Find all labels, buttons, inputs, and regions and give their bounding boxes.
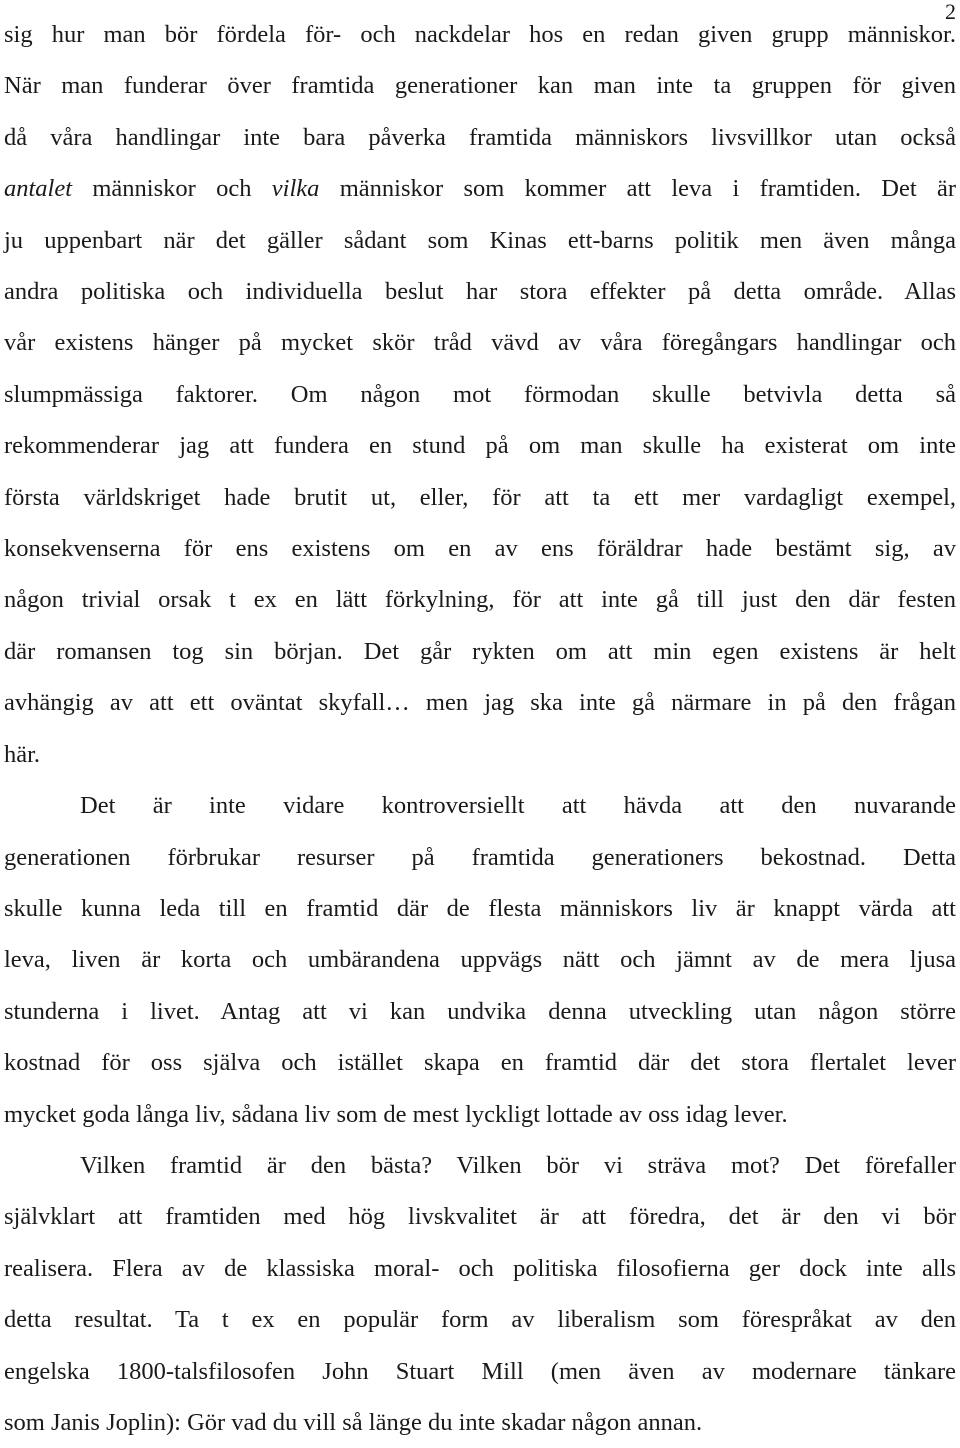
text-line: [4, 317, 956, 368]
text-run: första världskriget hade brutit ut, eller, för att ta ett mer vardagligt exempel,: [4, 483, 956, 511]
text-run: här.: [4, 740, 41, 768]
text-run: När man funderar över framtida generationer kan man inte ta gruppen för given: [4, 72, 956, 100]
text-line: [4, 266, 956, 317]
text-run: någon trivial orsak t ex en lätt förkylning, för att inte gå till just den där festen: [4, 586, 956, 614]
text-line: [4, 1089, 956, 1140]
text-run: människor som kommer att leva i framtiden. Det är: [319, 175, 956, 203]
text-run: vår existens hänger på mycket skör tråd vävd av våra föregångars handlingar och: [4, 329, 956, 357]
text-line: [4, 215, 956, 266]
paragraph: [4, 780, 956, 1140]
text-line: [4, 1243, 956, 1294]
text-line: [4, 1140, 956, 1191]
text-line: [4, 472, 956, 523]
text-run: självklart att framtiden med hög livskvalitet är att föredra, det är den vi bör: [4, 1203, 956, 1231]
text-run: Vilken framtid är den bästa? Vilken bör vi sträva mot? Det förefaller: [80, 1151, 956, 1179]
text-run: leva, liven är korta och umbärandena uppvägs nätt och jämnt av de mera ljusa: [4, 946, 956, 974]
text-line: [4, 1294, 956, 1345]
text-run: avhängig av att ett oväntat skyfall… men jag ska inte gå närmare in på den frågan: [4, 689, 956, 717]
text-line: [4, 626, 956, 677]
text-line: [4, 883, 956, 934]
text-run: konsekvenserna för ens existens om en av ens föräldrar hade bestämt sig, av: [4, 535, 956, 563]
text-run: sig hur man bör fördela för- och nackdelar hos en redan given grupp människor.: [4, 21, 956, 48]
text-run: skulle kunna leda till en framtid där de flesta människors liv är knappt värda att: [4, 894, 956, 922]
body-text: [4, 9, 956, 1448]
text-run: mycket goda långa liv, sådana liv som de mest lyckligt lottade av oss idag lever.: [4, 1100, 788, 1128]
text-line: [4, 986, 956, 1037]
text-run: andra politiska och individuella beslut har stora effekter på detta område. Allas: [4, 278, 956, 306]
text-line: [4, 420, 956, 471]
text-line: [4, 1191, 956, 1242]
text-run: då våra handlingar inte bara påverka framtida människors livsvillkor utan också: [4, 123, 956, 151]
text-line: [4, 112, 956, 163]
emphasized-text: vilka: [271, 175, 320, 203]
text-line: [4, 163, 956, 214]
text-line: [4, 780, 956, 831]
text-line: [4, 60, 956, 111]
text-line: [4, 1346, 956, 1397]
text-run: stunderna i livet. Antag att vi kan undvika denna utveckling utan någon större: [4, 997, 956, 1025]
text-run: människor och: [72, 175, 272, 203]
text-run: generationen förbrukar resurser på framtida generationers bekostnad. Detta: [4, 843, 956, 871]
text-run: där romansen tog sin början. Det går rykten om att min egen existens är helt: [4, 637, 956, 665]
text-run: engelska 1800-talsfilosofen John Stuart Mill (men även av modernare tänkare: [4, 1357, 956, 1385]
text-line: [4, 9, 956, 60]
text-line: [4, 934, 956, 985]
text-run: rekommenderar jag att fundera en stund på om man skulle ha existerat om inte: [4, 432, 956, 460]
text-line: [4, 574, 956, 625]
text-line: [4, 369, 956, 420]
text-line: [4, 1037, 956, 1088]
text-line: [4, 677, 956, 728]
text-run: som Janis Joplin): Gör vad du vill så länge du inte skadar någon annan.: [4, 1408, 703, 1436]
page-number: 2: [945, 0, 956, 24]
paragraph: [4, 9, 956, 780]
text-line: [4, 729, 956, 780]
text-line: [4, 523, 956, 574]
text-line: [4, 1397, 956, 1448]
text-run: detta resultat. Ta t ex en populär form av liberalism som förespråkat av den: [4, 1306, 956, 1334]
text-run: kostnad för oss själva och istället skapa en framtid där det stora flertalet lever: [4, 1049, 956, 1077]
text-run: realisera. Flera av de klassiska moral- och politiska filosofierna ger dock inte alls: [4, 1254, 956, 1282]
emphasized-text: antalet: [4, 175, 73, 203]
text-run: ju uppenbart när det gäller sådant som Kinas ett-barns politik men även många: [4, 226, 956, 254]
text-run: Det är inte vidare kontroversiellt att hävda att den nuvarande: [80, 792, 956, 820]
text-line: [4, 832, 956, 883]
paragraph: [4, 1140, 956, 1448]
text-run: slumpmässiga faktorer. Om någon mot förmodan skulle betvivla detta så: [4, 380, 956, 408]
